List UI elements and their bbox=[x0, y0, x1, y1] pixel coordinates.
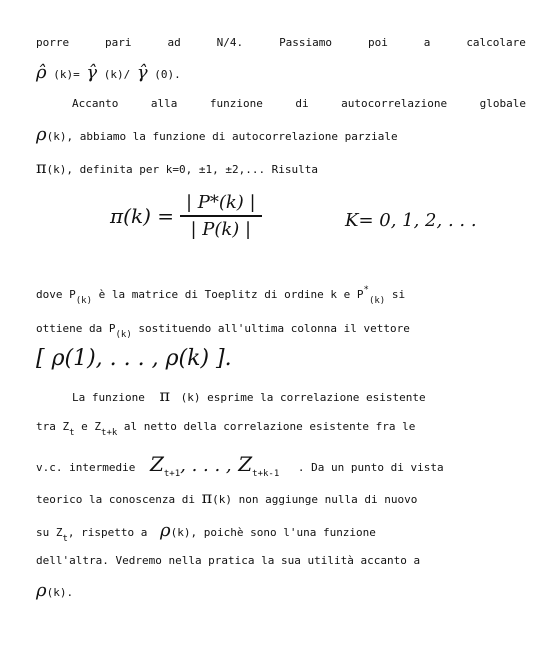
text: ottiene da P bbox=[36, 322, 116, 335]
text: (k), poichè sono l'una funzione bbox=[170, 526, 376, 539]
fraction-bar bbox=[180, 215, 262, 217]
subscript: t+1 bbox=[163, 469, 181, 479]
pi-symbol: π bbox=[201, 488, 213, 507]
ellipsis: , . . . , bbox=[180, 455, 232, 476]
pi-symbol: π bbox=[36, 158, 47, 177]
word: Passiamo bbox=[279, 36, 333, 49]
rho-hat-symbol: ρ̂ bbox=[36, 62, 47, 83]
text-line-4 bbox=[36, 124, 526, 145]
pi-symbol: π bbox=[159, 386, 170, 405]
subscript: t+k bbox=[101, 428, 118, 438]
z-symbol: Z bbox=[238, 452, 253, 476]
text: si bbox=[385, 288, 406, 301]
text: al netto della correlazione esistente fra le bbox=[117, 420, 416, 433]
subscript: (k) bbox=[115, 330, 132, 340]
gamma-hat-symbol: γ̂ bbox=[86, 62, 98, 83]
text-line-6 bbox=[36, 285, 526, 306]
subscript: (k) bbox=[75, 296, 93, 306]
text-line-1 bbox=[36, 36, 526, 49]
text: tra Z bbox=[36, 420, 70, 433]
text: (k)= bbox=[53, 68, 80, 81]
text: e Z bbox=[74, 420, 102, 433]
pacf-formula bbox=[110, 192, 262, 240]
text: su Z bbox=[36, 526, 63, 539]
superscript-star: * bbox=[363, 285, 369, 295]
text: sostituendo all'ultima colonna il vettore bbox=[131, 322, 410, 335]
word: pari bbox=[105, 36, 132, 49]
word: alla bbox=[150, 97, 178, 110]
word: globale bbox=[479, 97, 526, 110]
word: a bbox=[423, 36, 431, 49]
text: è la matrice di Toeplitz di ordine k e P bbox=[92, 288, 364, 301]
word: di bbox=[295, 97, 309, 110]
rho-symbol: ρ bbox=[36, 580, 47, 601]
text-line-9 bbox=[72, 386, 560, 405]
text-line-15 bbox=[36, 580, 526, 601]
word: porre bbox=[36, 36, 70, 49]
formula-fraction bbox=[180, 192, 262, 240]
text: . Da un punto di vista bbox=[297, 461, 444, 474]
text: , rispetto a bbox=[67, 526, 148, 539]
text: (0). bbox=[154, 68, 181, 81]
text-line-14: dell'altra. Vedremo nella pratica la sua utilità accanto a bbox=[36, 554, 421, 567]
formula-denominator: | P(k) | bbox=[190, 218, 252, 240]
subscript: t+k-1 bbox=[252, 469, 280, 479]
text-line-13 bbox=[36, 520, 526, 544]
vector-line: [ ρ(1), . . . , ρ(k) ]. bbox=[36, 346, 232, 371]
word: autocorrelazione bbox=[341, 97, 448, 110]
text: (k) non aggiunge nulla di nuovo bbox=[212, 493, 418, 506]
gamma-hat-symbol: γ̂ bbox=[136, 62, 148, 83]
subscript: t bbox=[62, 534, 68, 544]
text-line-3 bbox=[72, 97, 526, 110]
text: (k), definita per k=0, ±1, ±2,... Risulta bbox=[46, 163, 319, 176]
text: (k) esprime la correlazione esistente bbox=[180, 391, 426, 404]
rho-symbol: ρ bbox=[160, 520, 171, 541]
text: teorico la conoscenza di bbox=[36, 493, 195, 506]
word: N/4. bbox=[216, 36, 244, 49]
text-line-12 bbox=[36, 488, 526, 507]
subscript: (k) bbox=[368, 296, 386, 306]
word: ad bbox=[167, 36, 181, 49]
word: poi bbox=[367, 36, 388, 49]
text: v.c. intermedie bbox=[36, 461, 136, 474]
formula-range: K= 0, 1, 2, . . . bbox=[345, 210, 477, 231]
word: calcolare bbox=[466, 36, 526, 49]
formula-lhs: π(k) = bbox=[110, 203, 174, 228]
formula-numerator: | P*(k) | bbox=[185, 192, 256, 213]
text: (k)/ bbox=[103, 68, 131, 81]
text-line-2 bbox=[36, 62, 526, 83]
subscript: t bbox=[69, 428, 75, 438]
text-line-5 bbox=[36, 158, 526, 177]
text-line-11 bbox=[36, 452, 526, 479]
word: funzione bbox=[209, 97, 263, 110]
text-line-10 bbox=[36, 420, 526, 438]
text: (k). bbox=[46, 586, 74, 599]
text-line-7 bbox=[36, 322, 526, 340]
z-symbol: Z bbox=[149, 452, 164, 476]
text: dove P bbox=[36, 288, 76, 301]
rho-symbol: ρ bbox=[36, 124, 47, 145]
word: Accanto bbox=[72, 97, 119, 110]
text: La funzione bbox=[72, 391, 145, 404]
text: (k), abbiamo la funzione di autocorrelazione parziale bbox=[46, 130, 398, 143]
